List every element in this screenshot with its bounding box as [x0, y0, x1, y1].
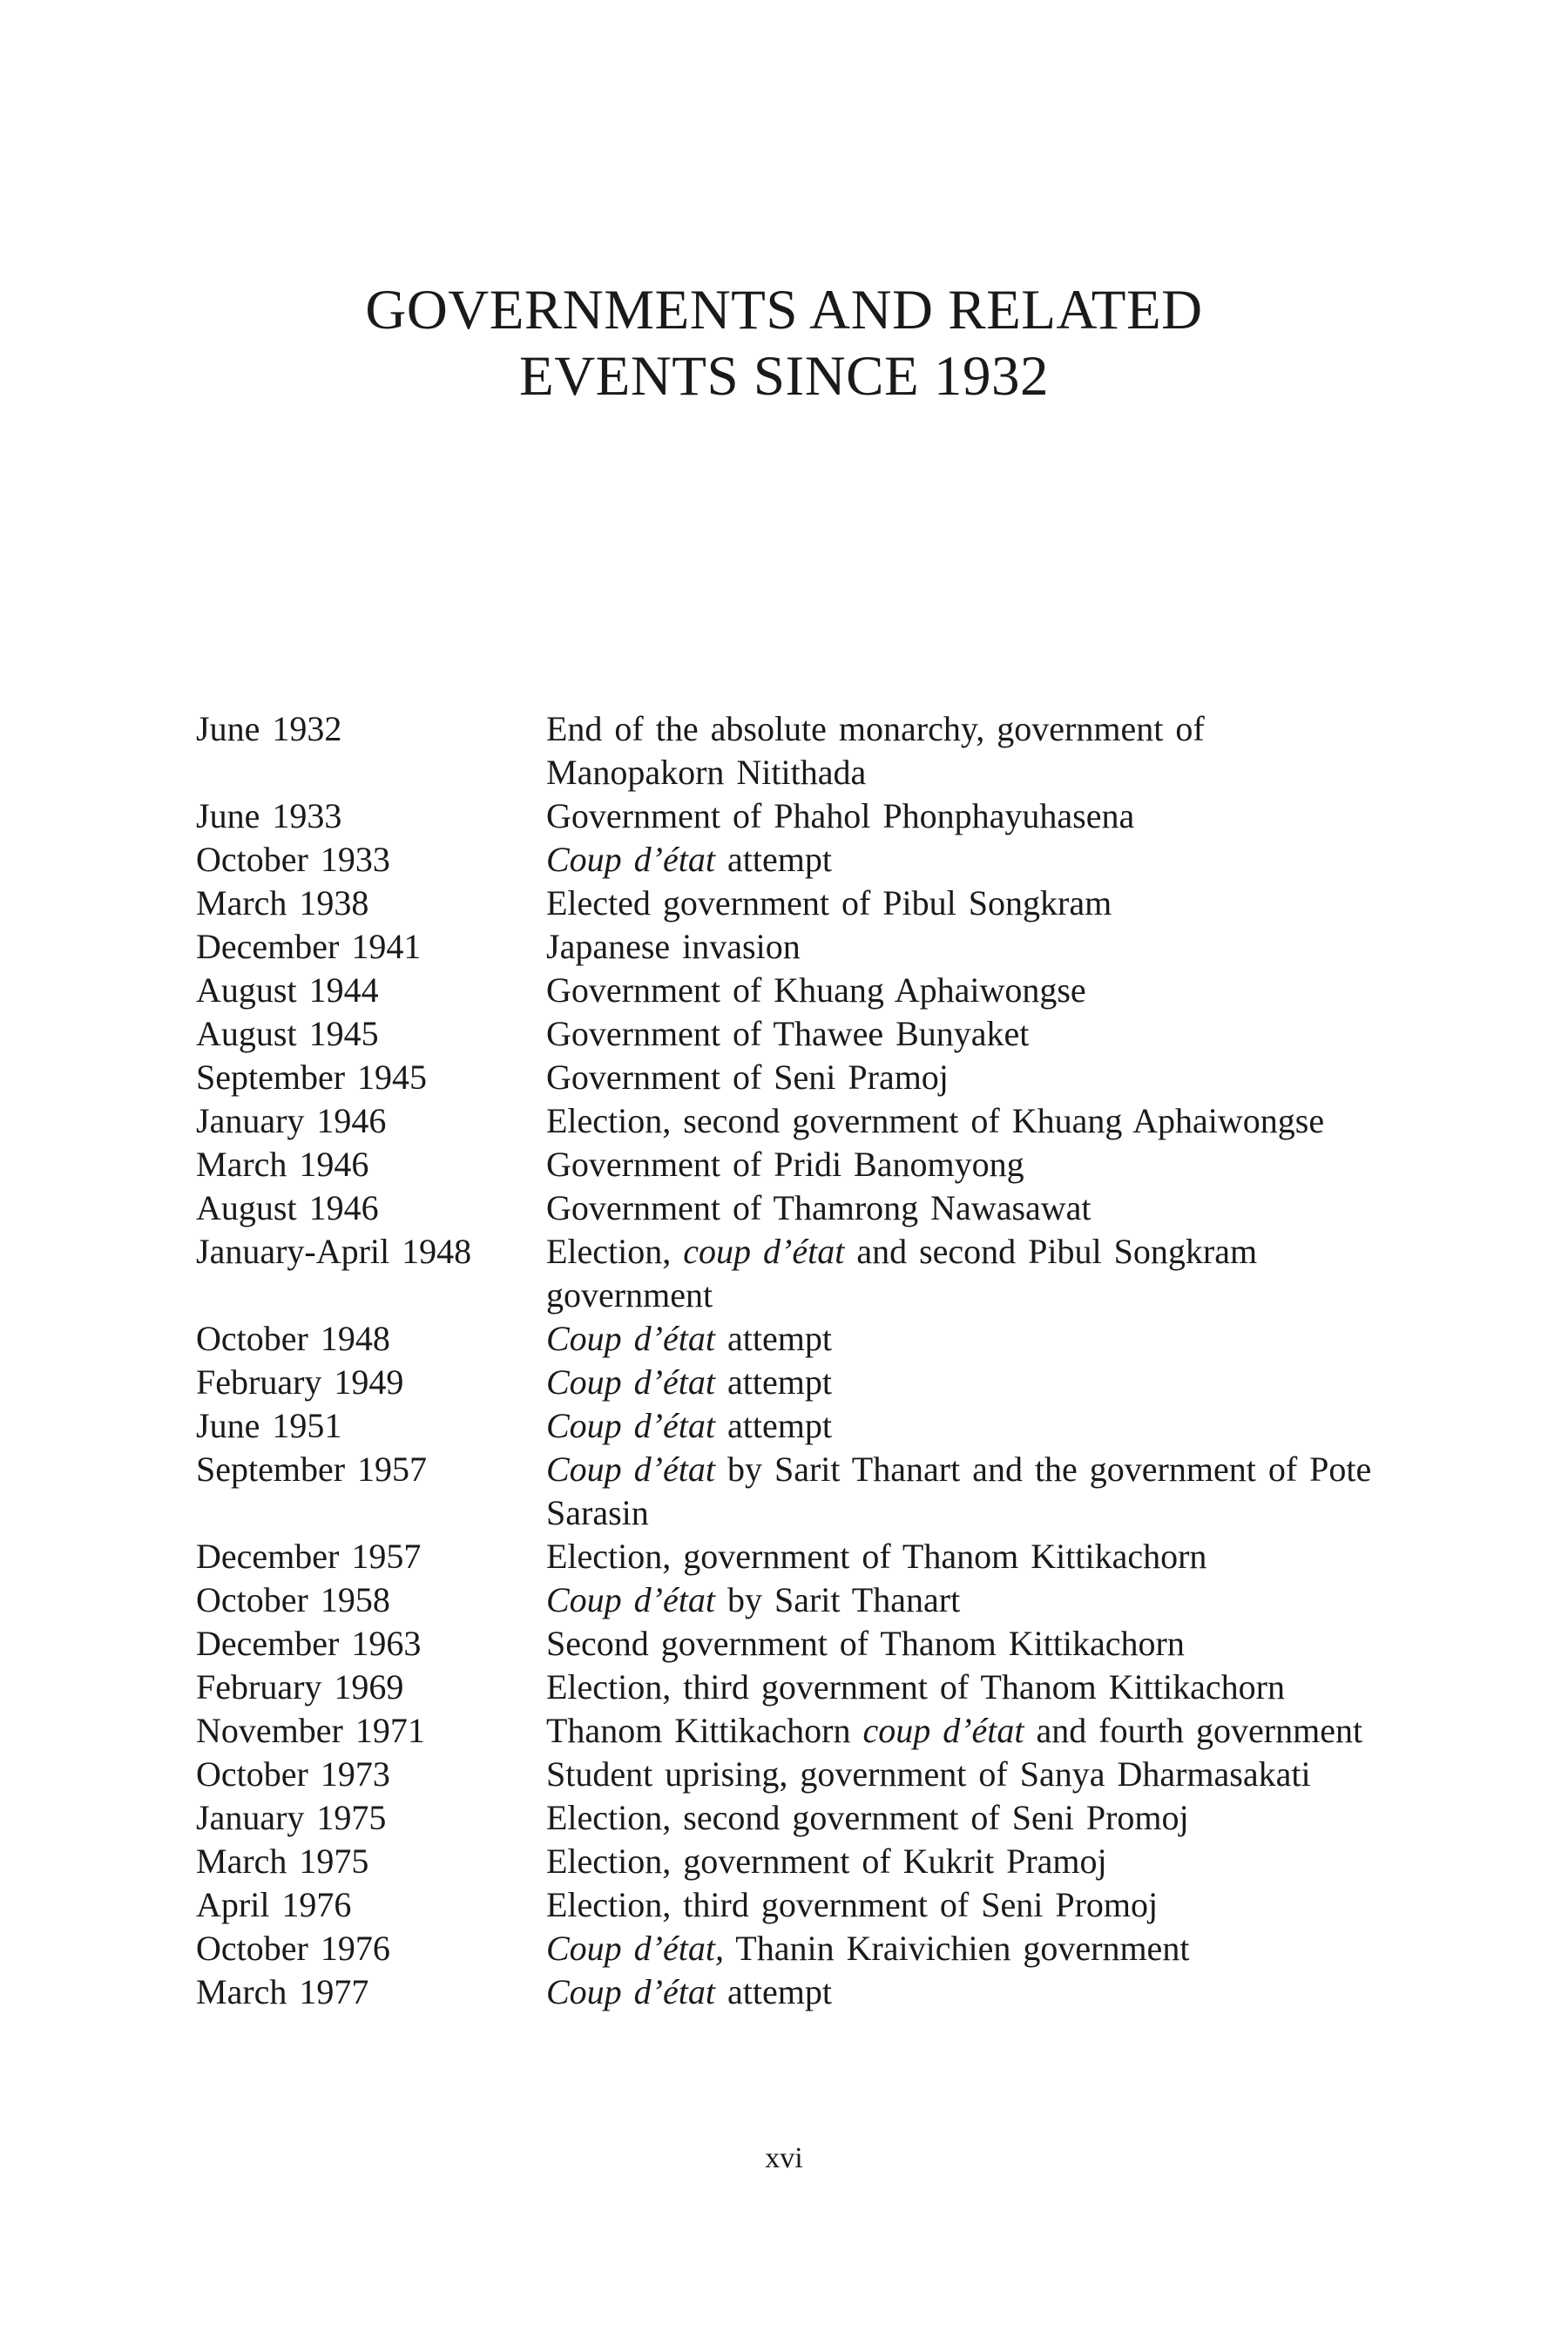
event-text: Election, government of Thanom Kittikachorn	[546, 1537, 1207, 1576]
chronology-row	[196, 1622, 1389, 1666]
chronology-event	[546, 1753, 1389, 1796]
event-italic-text: Coup d’état,	[546, 1929, 724, 1968]
page-title-line-2: EVENTS SINCE 1932	[519, 345, 1049, 408]
chronology-event	[546, 1970, 1389, 2014]
event-text: Second government of Thanom Kittikachorn	[546, 1624, 1185, 1663]
event-text: Government of Pridi Banomyong	[546, 1145, 1024, 1184]
event-text: Thanom Kittikachorn	[546, 1711, 863, 1750]
event-text: attempt	[714, 1406, 832, 1445]
event-text: Election, third government of Seni Promoj	[546, 1885, 1159, 1924]
chronology-event	[546, 1361, 1389, 1404]
event-text: Elected government of Pibul Songkram	[546, 883, 1112, 923]
chronology-row	[196, 1927, 1389, 1970]
chronology-date: June 1951	[196, 1406, 342, 1445]
chronology-event	[546, 1622, 1389, 1666]
event-italic-text: Coup d’état	[546, 840, 715, 879]
chronology-row	[196, 1056, 1389, 1099]
chronology-row	[196, 1317, 1389, 1361]
chronology-date: January 1975	[196, 1798, 387, 1837]
event-italic-text: Coup d’état	[546, 1319, 715, 1358]
chronology-event	[546, 1927, 1389, 1970]
chronology-row	[196, 1970, 1389, 2014]
chronology-row	[196, 794, 1389, 838]
chronology-date: August 1945	[196, 1014, 379, 1053]
chronology-date: February 1949	[196, 1362, 404, 1402]
chronology-date: January 1946	[196, 1101, 387, 1140]
event-text: by Sarit Thanart and the government of Pote Sarasin	[546, 1450, 1372, 1532]
event-text: Government of Thamrong Nawasawat	[546, 1188, 1092, 1227]
chronology-date: August 1944	[196, 970, 379, 1010]
chronology-event	[546, 1666, 1389, 1709]
chronology-event	[546, 1056, 1389, 1099]
event-text: End of the absolute monarchy, government of Manopakorn Nitithada	[546, 709, 1205, 792]
chronology-date: October 1948	[196, 1319, 390, 1358]
event-text: Government of Seni Pramoj	[546, 1058, 949, 1097]
chronology-row	[196, 1404, 1389, 1448]
event-text: Election, third government of Thanom Kittikachorn	[546, 1667, 1285, 1707]
chronology-row	[196, 1361, 1389, 1404]
chronology-row	[196, 1666, 1389, 1709]
chronology-row	[196, 1535, 1389, 1578]
chronology-event	[546, 882, 1389, 925]
chronology-row	[196, 1883, 1389, 1927]
event-text: Student uprising, government of Sanya Dharmasakati	[546, 1754, 1311, 1794]
chronology-event	[546, 1143, 1389, 1186]
event-text: attempt	[714, 1362, 832, 1402]
chronology-row	[196, 1840, 1389, 1883]
event-italic-text: Coup d’état	[546, 1972, 715, 2011]
chronology-date: October 1976	[196, 1929, 390, 1968]
event-text: by Sarit Thanart	[714, 1580, 961, 1619]
chronology-date: December 1941	[196, 927, 422, 966]
chronology-row	[196, 882, 1389, 925]
chronology-date: February 1969	[196, 1667, 404, 1707]
event-italic-text: coup d’état	[862, 1711, 1024, 1750]
chronology-event	[546, 1012, 1389, 1056]
chronology-row	[196, 925, 1389, 969]
chronology-event	[546, 1840, 1389, 1883]
page-title-line-1: GOVERNMENTS AND RELATED	[365, 279, 1203, 341]
chronology-row	[196, 1796, 1389, 1840]
chronology-date: June 1932	[196, 709, 342, 748]
chronology-date: April 1976	[196, 1885, 352, 1924]
chronology-row	[196, 1448, 1389, 1535]
chronology-list	[196, 707, 1389, 2014]
event-italic-text: Coup d’état	[546, 1362, 715, 1402]
chronology-date: November 1971	[196, 1711, 425, 1750]
chronology-date: September 1945	[196, 1058, 428, 1097]
chronology-event	[546, 1448, 1389, 1535]
chronology-event	[546, 707, 1389, 794]
chronology-row	[196, 1753, 1389, 1796]
event-italic-text: Coup d’état	[546, 1580, 715, 1619]
chronology-event	[546, 838, 1389, 882]
chronology-date: December 1963	[196, 1624, 422, 1663]
event-italic-text: Coup d’état	[546, 1406, 715, 1445]
event-text: attempt	[714, 840, 832, 879]
chronology-row	[196, 1578, 1389, 1622]
chronology-row	[196, 1012, 1389, 1056]
chronology-event	[546, 969, 1389, 1012]
chronology-row	[196, 707, 1389, 794]
chronology-date: March 1975	[196, 1842, 369, 1881]
chronology-date: December 1957	[196, 1537, 422, 1576]
chronology-row	[196, 1099, 1389, 1143]
chronology-event	[546, 1404, 1389, 1448]
chronology-row	[196, 1230, 1389, 1317]
event-text: Election, second government of Khuang Aphaiwongse	[546, 1101, 1325, 1140]
chronology-event	[546, 1709, 1389, 1753]
chronology-date: October 1973	[196, 1754, 390, 1794]
chronology-event	[546, 1578, 1389, 1622]
chronology-event	[546, 1796, 1389, 1840]
chronology-row	[196, 1186, 1389, 1230]
chronology-event	[546, 1317, 1389, 1361]
chronology-event	[546, 1535, 1389, 1578]
event-text: and fourth government	[1024, 1711, 1363, 1750]
chronology-date: January-April 1948	[196, 1232, 472, 1271]
chronology-event	[546, 794, 1389, 838]
event-text: Election, second government of Seni Promoj	[546, 1798, 1189, 1837]
event-text: attempt	[714, 1319, 832, 1358]
chronology-date: March 1938	[196, 883, 369, 923]
chronology-date: October 1958	[196, 1580, 390, 1619]
chronology-event	[546, 1230, 1389, 1317]
chronology-event	[546, 1186, 1389, 1230]
chronology-event	[546, 1099, 1389, 1143]
page-number: xvi	[765, 2142, 803, 2174]
chronology-event	[546, 925, 1389, 969]
event-text: Government of Khuang Aphaiwongse	[546, 970, 1086, 1010]
chronology-date: September 1957	[196, 1450, 428, 1489]
chronology-row	[196, 1709, 1389, 1753]
chronology-row	[196, 838, 1389, 882]
event-text: Election, government of Kukrit Pramoj	[546, 1842, 1107, 1881]
chronology-date: March 1977	[196, 1972, 369, 2011]
chronology-row	[196, 969, 1389, 1012]
event-italic-text: Coup d’état	[546, 1450, 715, 1489]
event-text: and second Pibul Songkram government	[546, 1232, 1258, 1315]
event-italic-text: coup d’état	[683, 1232, 845, 1271]
chronology-date: March 1946	[196, 1145, 369, 1184]
event-text: Japanese invasion	[546, 927, 801, 966]
chronology-date: June 1933	[196, 796, 342, 835]
page-title	[0, 277, 1568, 409]
chronology-event	[546, 1883, 1389, 1927]
event-text: Government of Phahol Phonphayuhasena	[546, 796, 1135, 835]
chronology-row	[196, 1143, 1389, 1186]
event-text: Election,	[546, 1232, 684, 1271]
event-text: Government of Thawee Bunyaket	[546, 1014, 1030, 1053]
chronology-date: October 1933	[196, 840, 390, 879]
event-text: attempt	[714, 1972, 832, 2011]
chronology-date: August 1946	[196, 1188, 379, 1227]
event-text: Thanin Kraivichien government	[723, 1929, 1190, 1968]
